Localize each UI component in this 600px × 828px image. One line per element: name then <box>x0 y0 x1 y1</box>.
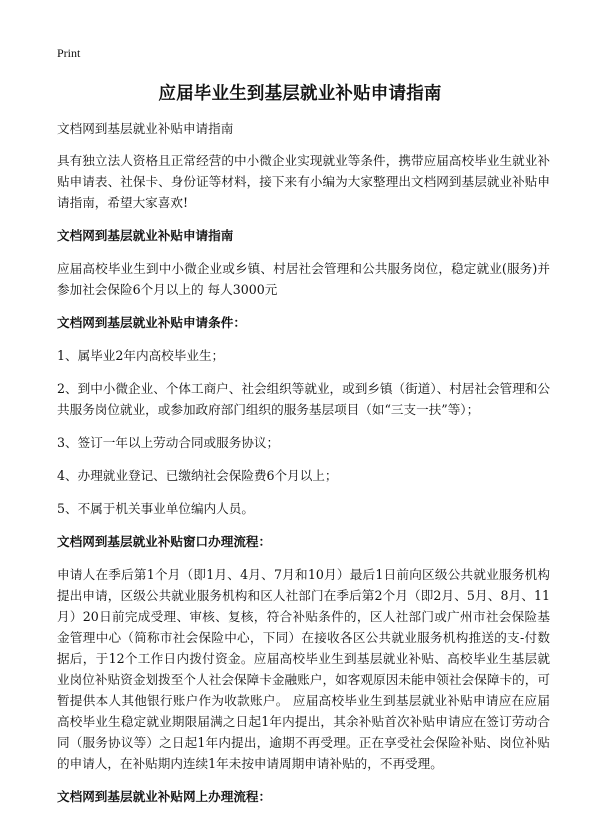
condition-item: 1、属毕业2年内高校毕业生； <box>57 348 225 363</box>
document-subtitle: 文档网到基层就业补贴申请指南 <box>57 121 234 136</box>
section-heading-online-process: 文档网到基层就业补贴网上办理流程： <box>57 789 272 804</box>
intro-paragraph: 具有独立法人资格且正常经营的中小微企业实现就业等条件，携带应届高校毕业生就业补贴申请表、社保卡、身份证等材料，接下来有小编为大家整理出文档网到基层就业补贴申请指南，希望大家喜欢! <box>57 153 550 210</box>
document-title: 应届毕业生到基层就业补贴申请指南 <box>158 84 442 104</box>
condition-item: 4、办理就业登记、已缴纳社会保险费6个月以上； <box>57 468 338 483</box>
condition-item: 5、不属于机关事业单位编内人员。 <box>57 501 254 516</box>
document-body <box>57 118 550 819</box>
condition-item: 3、签订一年以上劳动合同或服务协议； <box>57 435 280 450</box>
section-heading-guide: 文档网到基层就业补贴申请指南 <box>57 228 234 243</box>
condition-item: 2、到中小微企业、个体工商户、社会组织等就业，或到乡镇（街道）、村居社会管理和公共服务岗位就业，或参加政府部门组织的服务基层项目（如“三支一扶”等）； <box>57 381 550 417</box>
subsidy-amount-paragraph: 应届高校毕业生到中小微企业或乡镇、村居社会管理和公共服务岗位，稳定就业(服务)并参加社会保险6个月以上的 每人3000元 <box>57 261 550 297</box>
print-link[interactable]: Print <box>57 46 81 60</box>
section-heading-conditions: 文档网到基层就业补贴申请条件： <box>57 315 246 330</box>
section-heading-window-process: 文档网到基层就业补贴窗口办理流程： <box>57 534 272 549</box>
window-process-paragraph: 申请人在季后第1个月（即1月、4月、7月和10月）最后1日前向区级公共就业服务机构提出申请，区级公共就业服务机构和区人社部门在季后第2个月（即2月、5月、8月、11月）20日前完成受理、审核、复核，符合补贴条件的，区人社部门或广州市社会保险基金管理中心（简称市社会保险中心，下同）在接收各区公共就业服务机构推送的支-付数据后，于12个工作日内拨付资金。应届高校毕业生到基层就业补贴、高校毕业生基层就业岗位补贴资金划拨至个人社会保障卡金融账户，如客观原因未能申领社会保障卡的，可暂提供本人其他银行账户作为收款账户。 应届高校毕业生到基层就业补贴申请应在应届高校毕业生稳定就业期限届满之日起1年内提出，其余补贴首次补贴申请应在签订劳动合同（服务协议等）之日起1年内提出，逾期不再受理。正在享受社会保险补贴、岗位补贴的申请人，在补贴期内连续1年未按申请周期申请补贴的，不再受理。 <box>57 567 550 771</box>
